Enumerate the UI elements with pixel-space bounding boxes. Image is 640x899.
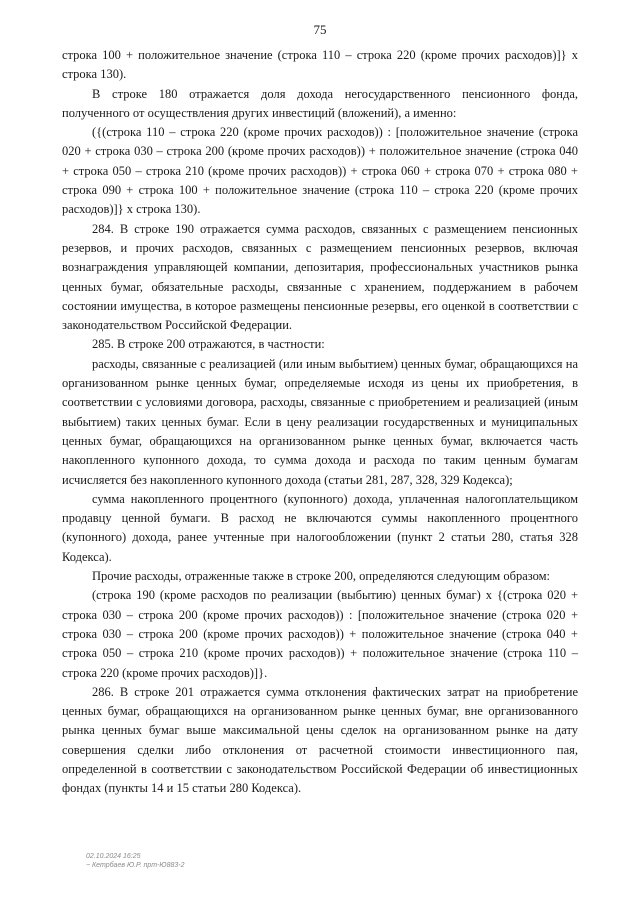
paragraph: 285. В строке 200 отражаются, в частности: [92, 337, 325, 352]
paragraph: В строке 180 отражается доля дохода негосударственного пенсионного фонда, полученного от осуществления других инвестиций (вложений), а именно: [62, 86, 578, 120]
paragraph: 286. В строке 201 отражается сумма отклонения фактических затрат на приобретение ценных бумаг, обращающихся на организованном рынке ценных бумаг, вне организованного рынка ценных бумаг выше максимальной цены сделок на организованном рынке на дату совершения сделки либо отклонения от расчетной стоимости инвестиционного пая, определенной в соответствии с законодательством Российской Федерации об инвестиционных фондах (пункты 14 и 15 статьи 280 Кодекса). [62, 684, 578, 796]
paragraph: строка 100 + положительное значение (строка 110 – строка 220 (кроме прочих расходов)]} x строка 130). [62, 48, 578, 82]
paragraph: (строка 190 (кроме расходов по реализации (выбытию) ценных бумаг) x {(строка 020 + строка 030 – строка 200 (кроме прочих расходов)) : [положительное значение (строка 020 + строка 030 – строка 200 (кроме прочих расходов)) + положительное значение (строка 040 + строка 050 – строка 210 (кроме прочих расходов)) + положительное значение (строка 110 – строка 220 (кроме прочих расходов)]}. [62, 588, 578, 680]
stamp-date: 02.10.2024 16:25 [86, 853, 141, 860]
page-number: 75 [313, 22, 327, 37]
paragraph: 284. В строке 190 отражается сумма расходов, связанных с размещением пенсионных резервов, и прочих расходов, связанных с размещением пенсионных резервов, включая вознаграждения управляющей компании, депозитария, профессиональных участников рынка ценных бумаг, обязательные расходы, связанные с хранением, поддержанием в рабочем состоянии имущества, в которое размещены пенсионные резервы, его оценкой в соответствии с законодательством Российской Федерации. [62, 221, 578, 333]
paragraph: Прочие расходы, отраженные также в строке 200, определяются следующим образом: [92, 569, 550, 584]
document-stamp [86, 852, 184, 870]
paragraph: ({(строка 110 – строка 220 (кроме прочих расходов)) : [положительное значение (строка 020 + строка 030 – строка 200 (кроме прочих расходов)) + положительное значение (строка 040 + строка 050 – строка 210 (кроме прочих расходов)) + строка 060 + строка 070 + строка 080 + строка 090 + строка 100 + положительное значение (строка 110 – строка 220 (кроме прочих расходов)]} x строка 130). [62, 125, 578, 217]
stamp-author: ~ Кетрбаев Ю.Р. прт-Ю883-2 [86, 862, 185, 869]
document-body [62, 46, 578, 799]
paragraph: сумма накопленного процентного (купонного) дохода, уплаченная налогоплательщиком продавцу ценной бумаги. В расход не включаются суммы накопленного процентного (купонного) дохода, ранее учтенные при налогообложении (пункт 2 статьи 280, статья 328 Кодекса). [62, 491, 578, 564]
paragraph: расходы, связанные с реализацией (или иным выбытием) ценных бумаг, обращающихся на организованном рынке ценных бумаг, определяемые исходя из цены их приобретения, в соответствии с условиями договора, расходы, связанные с приобретением и реализацией (иным выбытием) таких ценных бумаг. Если в цену реализации государственных и муниципальных ценных бумаг, обращающихся на организованном рынке ценных бумаг, включается часть накопленного купонного дохода, то сумма дохода и расхода по таким ценным бумагам исчисляется без накопленного купонного дохода (статьи 281, 287, 328, 329 Кодекса); [62, 356, 578, 487]
